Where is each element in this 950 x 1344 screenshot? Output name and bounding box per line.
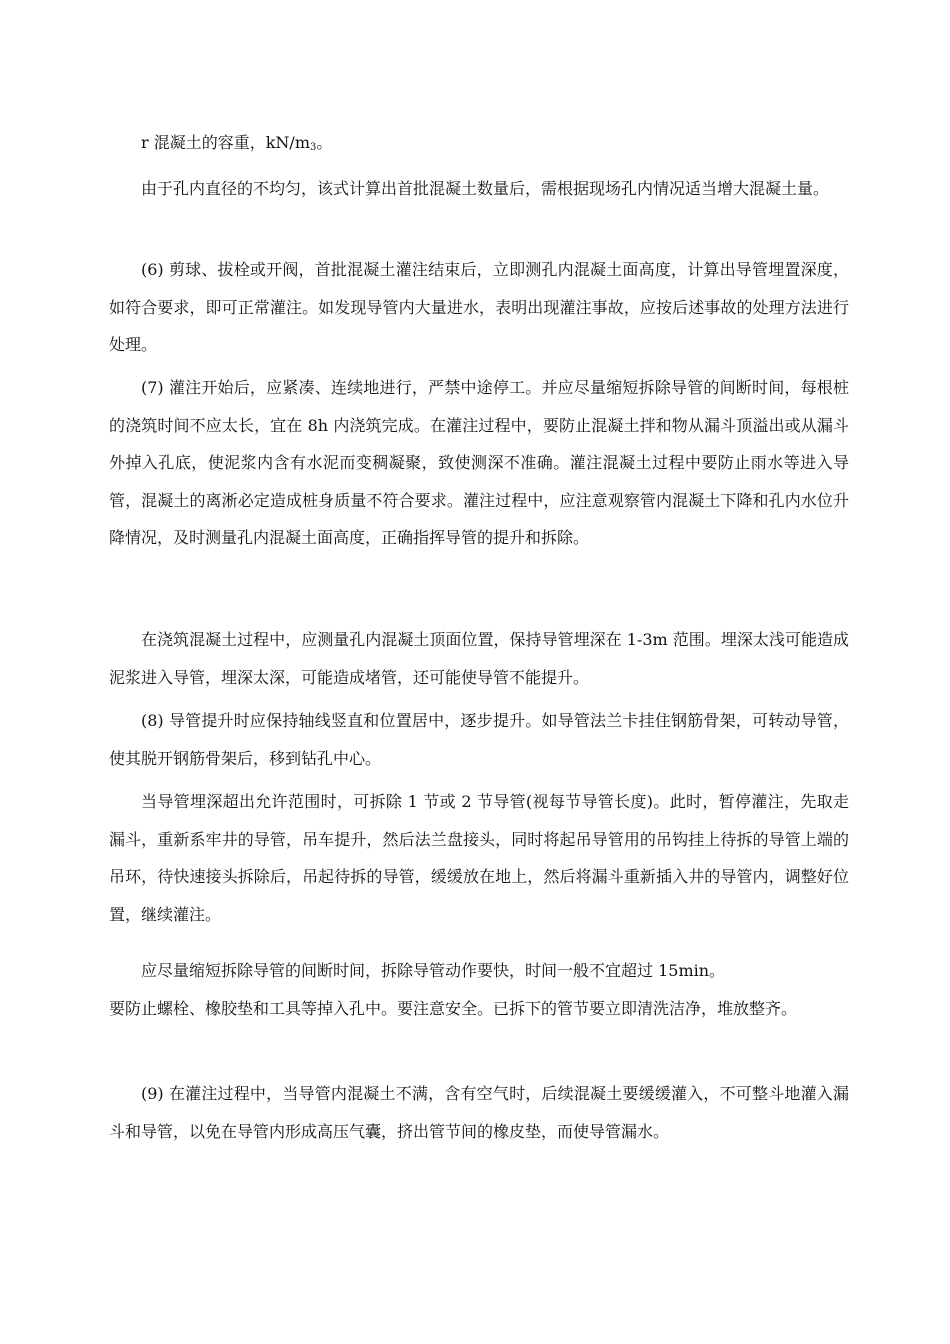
- paragraph-step-8: (8) 导管提升时应保持轴线竖直和位置居中，逐步提升。如导管法兰卡挂住钢筋骨架，可转动导管，使其脱开钢筋骨架后，移到钻孔中心。: [109, 711, 849, 768]
- paragraph-remove-pipe: 当导管埋深超出允许范围时，可拆除 1 节或 2 节导管(视每节导管长度)。此时，暂停灌注，先取走漏斗，重新系牢井的导管，吊车提升，然后法兰盘接头，同时将起吊导管用的吊钩挂上待拆的导管上端的吊环，待快速接头拆除后，吊起待拆的导管，缓缓放在地上，然后将漏斗重新插入井的导管内，调整好位置，继续灌注。: [109, 792, 849, 924]
- paragraph-interval-time: 应尽量缩短拆除导管的间断时间，拆除导管动作要快，时间一般不宜超过 15min。: [141, 961, 726, 980]
- unit-subscript: 3: [310, 142, 317, 153]
- paragraph-step-9: (9) 在灌注过程中，当导管内混凝土不满，含有空气时，后续混凝土要缓缓灌入，不可整斗地灌入漏斗和导管，以免在导管内形成高压气囊，挤出管节间的橡皮垫，而使导管漏水。: [109, 1084, 849, 1141]
- paragraph-hole-diameter: 由于孔内直径的不均匀，该式计算出首批混凝土数量后，需根据现场孔内情况适当增大混凝土量。: [141, 179, 830, 198]
- paragraph-embed-depth: 在浇筑混凝土过程中，应测量孔内混凝土顶面位置，保持导管埋深在 1-3m 范围。埋深太浅可能造成泥浆进入导管，埋深太深，可能造成堵管，还可能使导管不能提升。: [109, 630, 849, 687]
- paragraph-step-6: (6) 剪球、拔栓或开阀，首批混凝土灌注结束后，立即测孔内混凝土面高度，计算出导管埋置深度，如符合要求，即可正常灌注。如发现导管内大量进水，表明出现灌注事故，应按后述事故的处理方法进行处理。: [109, 260, 849, 354]
- paragraph-concrete-unit-weight: [109, 124, 849, 167]
- paragraph-text: r 混凝土的容重，kN/m: [141, 133, 310, 152]
- paragraph-safety: 要防止螺栓、橡胶垫和工具等掉入孔中。要注意安全。已拆下的管节要立即清洗洁净，堆放整齐。: [109, 999, 798, 1018]
- paragraph-step-7: (7) 灌注开始后，应紧凑、连续地进行，严禁中途停工。并应尽量缩短拆除导管的间断时间，每根桩的浇筑时间不应太长，宜在 8h 内浇筑完成。在灌注过程中，要防止混凝土拌和物从漏斗顶溢出或从漏斗外掉入孔底，使泥浆内含有水泥而变稠凝聚，致使测深不准确。灌注混凝土过程中要防止雨水等进入导管，混凝土的离淅必定造成桩身质量不符合要求。灌注过程中，应注意观察管内混凝土下降和孔内水位升降情况，及时测量孔内混凝土面高度，正确指挥导管的提升和拆除。: [109, 378, 849, 547]
- paragraph-suffix: 。: [316, 133, 333, 152]
